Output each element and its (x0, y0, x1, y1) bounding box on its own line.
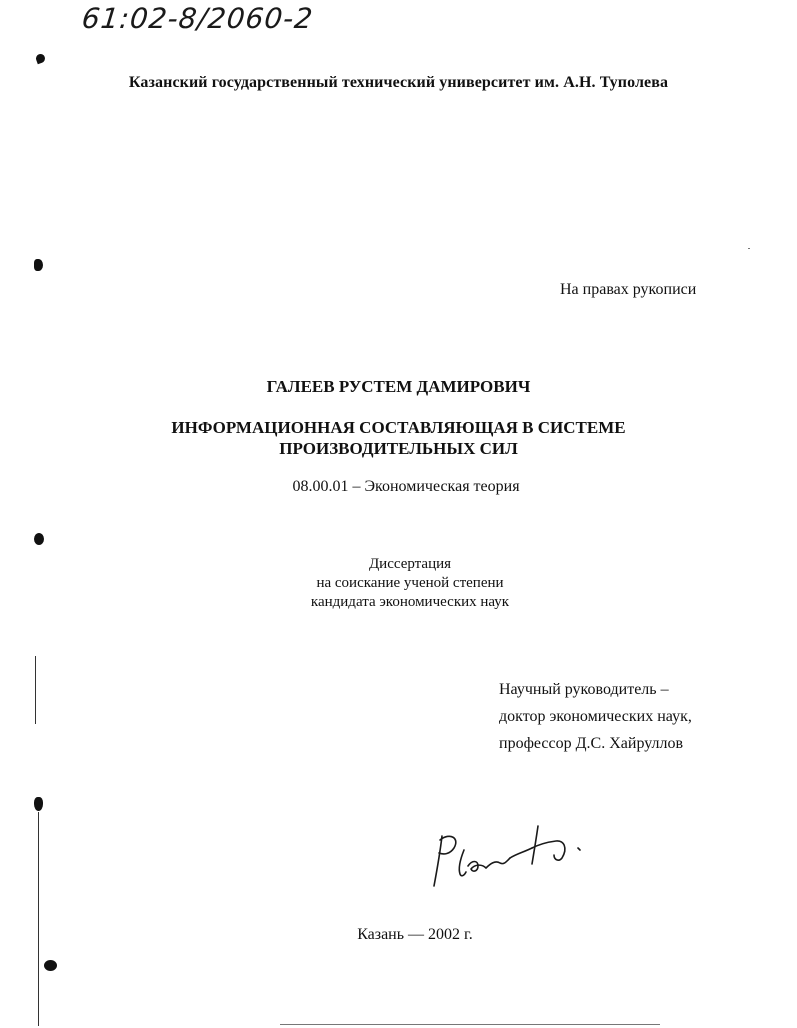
title-line: ПРОИЗВОДИТЕЛЬНЫХ СИЛ (279, 439, 518, 458)
title-line: ИНФОРМАЦИОННАЯ СОСТАВЛЯЮЩАЯ В СИСТЕМЕ (171, 418, 626, 437)
supervisor-line: доктор экономических наук, (499, 708, 692, 725)
scientific-supervisor-block (499, 676, 692, 757)
dissertation-degree-block (0, 555, 797, 612)
punch-mark (34, 259, 43, 271)
punch-mark (34, 533, 44, 545)
degree-line: Диссертация (368, 556, 452, 572)
scan-artifact-line (38, 812, 39, 1026)
scan-artifact-line (35, 656, 36, 724)
punch-mark (35, 53, 47, 65)
punch-mark (44, 960, 57, 971)
degree-line: на соискание ученой степени (316, 575, 504, 591)
scan-artifact-dot (748, 248, 750, 249)
author-name: ГАЛЕЕВ РУСТЕМ ДАМИРОВИЧ (266, 377, 531, 396)
supervisor-line: Научный руководитель – (499, 681, 669, 698)
manuscript-rights-note: На правах рукописи (560, 281, 697, 298)
scan-artifact-line (280, 1024, 660, 1025)
handwritten-archive-code: 61:02-8/2060-2 (80, 2, 315, 35)
specialty-code: 08.00.01 – Экономическая теория (292, 478, 520, 495)
handwritten-signature (420, 808, 600, 898)
city-and-year: Казань — 2002 г. (357, 926, 473, 943)
punch-mark (34, 797, 43, 811)
degree-line: кандидата экономических наук (310, 594, 510, 610)
dissertation-title (0, 417, 797, 459)
supervisor-line: профессор Д.С. Хайруллов (499, 735, 684, 752)
university-name: Казанский государственный технический университет им. А.Н. Туполева (128, 74, 669, 91)
